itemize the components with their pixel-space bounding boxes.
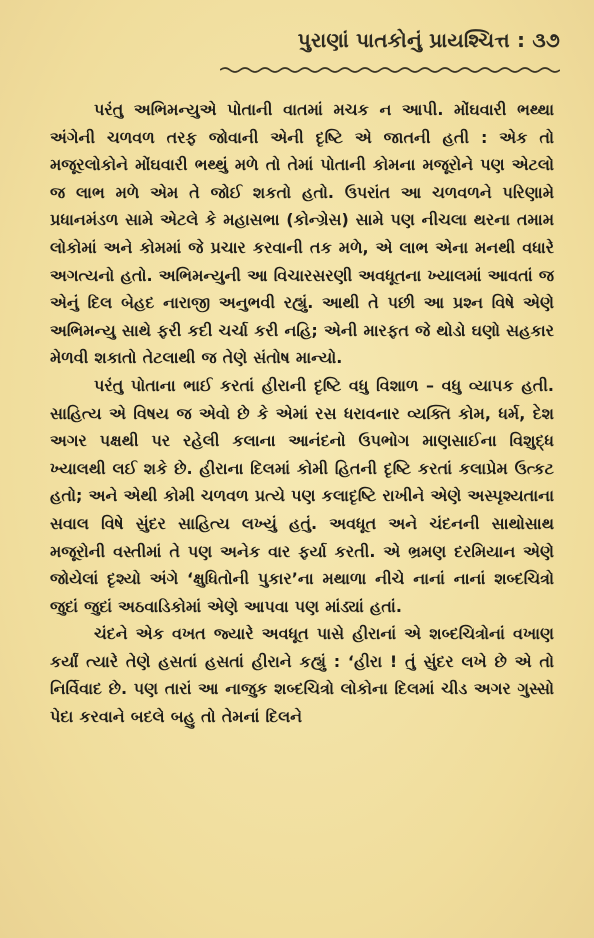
running-head: પુરાણાં પાતકોનું પ્રાયશ્ચિત્ત : ૩૭ bbox=[297, 28, 560, 52]
paragraph-2: પરંતુ પોતાના ભાઈ કરતાં હીરાની દૃષ્ટિ વધુ વિશાળ – વધુ વ્યાપક હતી. સાહિત્ય એ વિષય જ એવો છે કે એમાં રસ ધરાવનાર વ્યક્તિ કોમ, ધર્મ, દેશ અગર પક્ષથી પર રહેલી કલાના આનંદનો ઉપભોગ માણસાઈના વિશુદ્ધ ખ્યાલથી લઈ શકે છે. હીરાના દિલમાં કોમી હિતની દૃષ્ટિ કરતાં કલાપ્રેમ ઉત્કટ હતો; અને એથી કોમી ચળવળ પ્રત્યે પણ કલાદૃષ્ટિ રાખીને એણે અસ્પૃશ્યતાના સવાલ વિષે સુંદર સાહિત્ય લખ્યું હતું. અવધૂત અને ચંદનની સાથોસાથ મજૂરોની વસ્તીમાં તે પણ અનેક વાર ફર્યા કરતી. એ ભ્રમણ દરમિયાન એણે જોયેલાં દૃશ્યો અંગે ‘ક્ષુધિતોની પુકાર’ના મથાળા નીચે નાનાં નાનાં શબ્દચિત્રો જુદાં જુદાં અઠવાડિકોમાં એણે આપવા પણ માંડ્યાં હતાં. bbox=[50, 375, 554, 616]
header-wavy-rule bbox=[220, 66, 560, 74]
page-header bbox=[220, 28, 560, 52]
body-text bbox=[50, 96, 554, 731]
paragraph-1: પરંતુ અભિમન્યુએ પોતાની વાતમાં મચક ન આપી. મોંઘવારી ભથ્થા અંગેની ચળવળ તરફ જોવાની એની દૃષ્ટિ એ જાતની હતી : એક તો મજૂરલોકોને મોંઘવારી ભથ્થું મળે તો તેમાં પોતાની કોમના મજૂરોને પણ એટલો જ લાભ મળે એમ તે જોઈ શકતો હતો. ઉપરાંત આ ચળવળને પરિણામે પ્રધાનમંડળ સામે એટલે કે મહાસભા (કોન્ગ્રેસ) સામે પણ નીચલા થરના તમામ લોકોમાં અને કોમમાં જે પ્રચાર કરવાની તક મળે, એ લાભ એના મનથી વધારે અગત્યનો હતો. અભિમન્યુની આ વિચારસરણી અવધૂતના ખ્યાલમાં આવતાં જ એનું દિલ બેહદ નારાજી અનુભવી રહ્યું. આથી તે પછી આ પ્રશ્ન વિષે એણે અભિમન્યુ સાથે ફરી કદી ચર્ચા કરી નહિ; એની મારફત જે થોડો ઘણો સહકાર મેળવી શકાતો તેટલાથી જ તેણે સંતોષ માન્યો. bbox=[50, 100, 554, 368]
paragraph-3: ચંદને એક વખત જ્યારે અવધૂત પાસે હીરાનાં એ શબ્દચિત્રોનાં વખાણ કર્યાં ત્યારે તેણે હસતાં હસતાં હીરાને કહ્યું : ‘હીરા ! તું સુંદર લખે છે એ તો નિર્વિવાદ છે. પણ તારાં આ નાજુક શબ્દચિત્રો લોકોના દિલમાં ચીડ અગર ગુસ્સો પેદા કરવાને બદલે બહુ તો તેમનાં દિલને bbox=[50, 624, 554, 727]
